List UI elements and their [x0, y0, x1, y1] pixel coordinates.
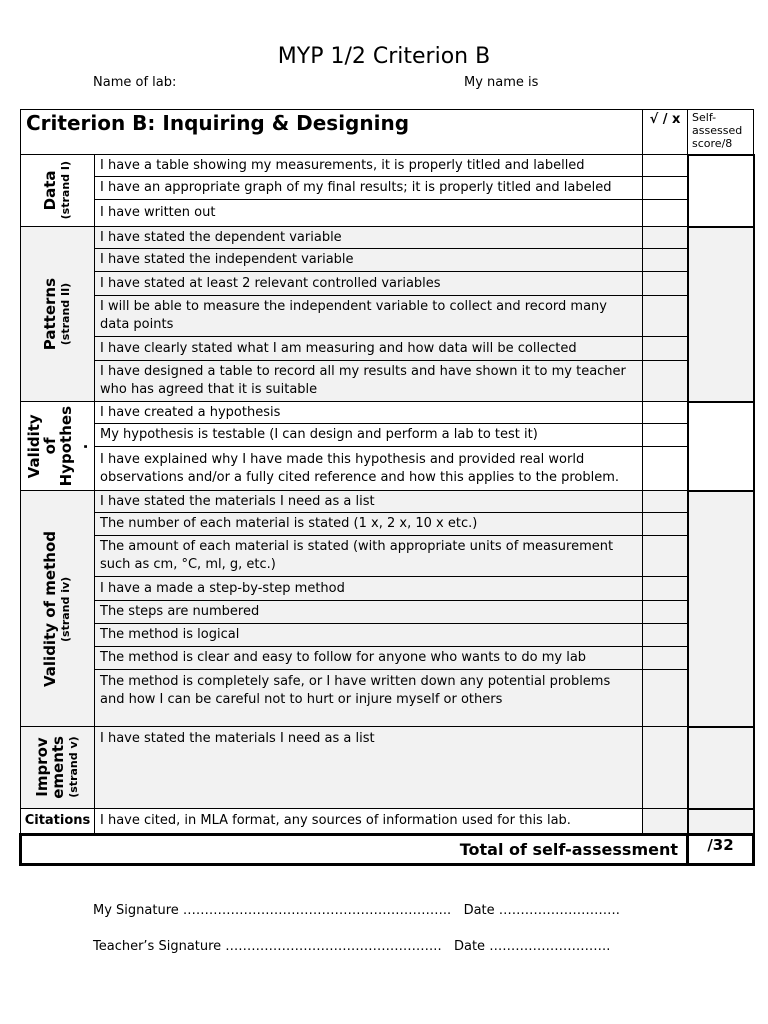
- score-cell-improvements[interactable]: [688, 727, 754, 809]
- criterion-item: My hypothesis is testable (I can design and perform a lab to test it): [95, 424, 643, 447]
- teacher-signature-line[interactable]: [93, 939, 610, 954]
- student-name-label: My name is: [464, 75, 539, 90]
- table-row: [21, 577, 754, 601]
- check-cell[interactable]: [643, 447, 688, 491]
- criterion-item: I have stated the materials I need as a list: [95, 727, 643, 809]
- check-cell[interactable]: [643, 727, 688, 809]
- check-cell[interactable]: [643, 647, 688, 670]
- criterion-item: I will be able to measure the independent variable to collect and record many data points: [95, 296, 643, 337]
- check-cell[interactable]: [643, 624, 688, 647]
- check-cell[interactable]: [643, 177, 688, 200]
- header-row: [21, 110, 754, 155]
- criterion-item: I have explained why I have made this hypothesis and provided real world observations and/or a fully cited reference and how this applies to the problem.: [95, 447, 643, 491]
- student-date-label: Date ……………………….: [463, 903, 620, 918]
- table-row: [21, 491, 754, 513]
- score-cell-patterns[interactable]: [688, 227, 754, 402]
- criterion-item: The amount of each material is stated (with appropriate units of measurement such as cm, °C, ml, g, etc.): [95, 536, 643, 577]
- table-row: [21, 272, 754, 296]
- table-row: [21, 809, 754, 835]
- my-signature-label: My Signature ……………………………………………………..: [93, 903, 452, 918]
- table-row: [21, 536, 754, 577]
- criterion-item: The steps are numbered: [95, 601, 643, 624]
- criterion-item: I have cited, in MLA format, any sources of information used for this lab.: [95, 809, 643, 835]
- criterion-item: I have an appropriate graph of my final results; it is properly titled and labeled: [95, 177, 643, 200]
- criterion-item: The number of each material is stated (1 x, 2 x, 10 x etc.): [95, 513, 643, 536]
- criterion-item: I have stated the independent variable: [95, 249, 643, 272]
- check-cell[interactable]: [643, 809, 688, 835]
- criterion-item: I have designed a table to record all my results and have shown it to my teacher who has agreed that it is suitable: [95, 361, 643, 402]
- criterion-item: I have written out: [95, 200, 643, 227]
- total-score-cell[interactable]: /32: [688, 835, 754, 865]
- check-cell[interactable]: [643, 272, 688, 296]
- table-row: [21, 601, 754, 624]
- check-cell[interactable]: [643, 536, 688, 577]
- check-cell[interactable]: [643, 249, 688, 272]
- page-title: MYP 1/2 Criterion B: [277, 44, 491, 69]
- check-cell[interactable]: [643, 227, 688, 249]
- strand-label-patterns: Patterns (strand II): [21, 227, 95, 402]
- table-row: [21, 227, 754, 249]
- criterion-item: I have stated the dependent variable: [95, 227, 643, 249]
- check-cell[interactable]: [643, 670, 688, 727]
- score-cell-hypothesis[interactable]: [688, 402, 754, 491]
- check-cell[interactable]: [643, 577, 688, 601]
- strand-label-data: Data (strand I): [21, 155, 95, 227]
- table-row: [21, 670, 754, 727]
- criterion-item: I have a table showing my measurements, it is properly titled and labelled: [95, 155, 643, 177]
- table-row: [21, 513, 754, 536]
- score-column-header: Self-assessed score/8: [688, 110, 754, 155]
- score-cell-data[interactable]: [688, 155, 754, 227]
- total-row: [21, 835, 754, 865]
- table-row: [21, 296, 754, 337]
- lab-name-label: Name of lab:: [93, 75, 177, 90]
- score-cell-citations[interactable]: [688, 809, 754, 835]
- teacher-signature-label: Teacher’s Signature …………………………………………..: [93, 939, 442, 954]
- table-row: [21, 337, 754, 361]
- criterion-item: I have clearly stated what I am measuring and how data will be collected: [95, 337, 643, 361]
- check-column-header: √ / x: [643, 110, 688, 155]
- table-row: [21, 155, 754, 177]
- check-cell[interactable]: [643, 200, 688, 227]
- check-cell[interactable]: [643, 337, 688, 361]
- check-cell[interactable]: [643, 296, 688, 337]
- table-row: [21, 727, 754, 809]
- table-row: [21, 249, 754, 272]
- check-cell[interactable]: [643, 513, 688, 536]
- criterion-item: I have created a hypothesis: [95, 402, 643, 424]
- check-cell[interactable]: [643, 155, 688, 177]
- student-signature-line[interactable]: [93, 903, 620, 918]
- strand-label-hypothesis: Validity of Hypothes .: [21, 402, 95, 491]
- table-row: [21, 624, 754, 647]
- criterion-item: The method is clear and easy to follow for anyone who wants to do my lab: [95, 647, 643, 670]
- table-row: [21, 177, 754, 200]
- criterion-item: The method is completely safe, or I have written down any potential problems and how I can be careful not to hurt or injure myself or others: [95, 670, 643, 727]
- criterion-heading: Criterion B: Inquiring & Designing: [21, 110, 643, 155]
- check-cell[interactable]: [643, 424, 688, 447]
- check-cell[interactable]: [643, 491, 688, 513]
- strand-label-citations: Citations: [21, 809, 95, 835]
- table-row: [21, 424, 754, 447]
- strand-label-method: Validity of method (strand iv): [21, 491, 95, 727]
- table-row: [21, 647, 754, 670]
- table-row: [21, 361, 754, 402]
- criterion-item: I have a made a step-by-step method: [95, 577, 643, 601]
- table-row: [21, 200, 754, 227]
- score-cell-method[interactable]: [688, 491, 754, 727]
- check-cell[interactable]: [643, 601, 688, 624]
- teacher-date-label: Date ……………………….: [453, 939, 611, 954]
- criterion-item: I have stated at least 2 relevant controlled variables: [95, 272, 643, 296]
- criterion-item: The method is logical: [95, 624, 643, 647]
- total-label: Total of self-assessment: [21, 835, 688, 865]
- table-row: [21, 447, 754, 491]
- criterion-b-rubric-table: [19, 109, 755, 866]
- check-cell[interactable]: [643, 361, 688, 402]
- table-row: [21, 402, 754, 424]
- check-cell[interactable]: [643, 402, 688, 424]
- criterion-item: I have stated the materials I need as a list: [95, 491, 643, 513]
- strand-label-improvements: Improv ements (strand v): [21, 727, 95, 809]
